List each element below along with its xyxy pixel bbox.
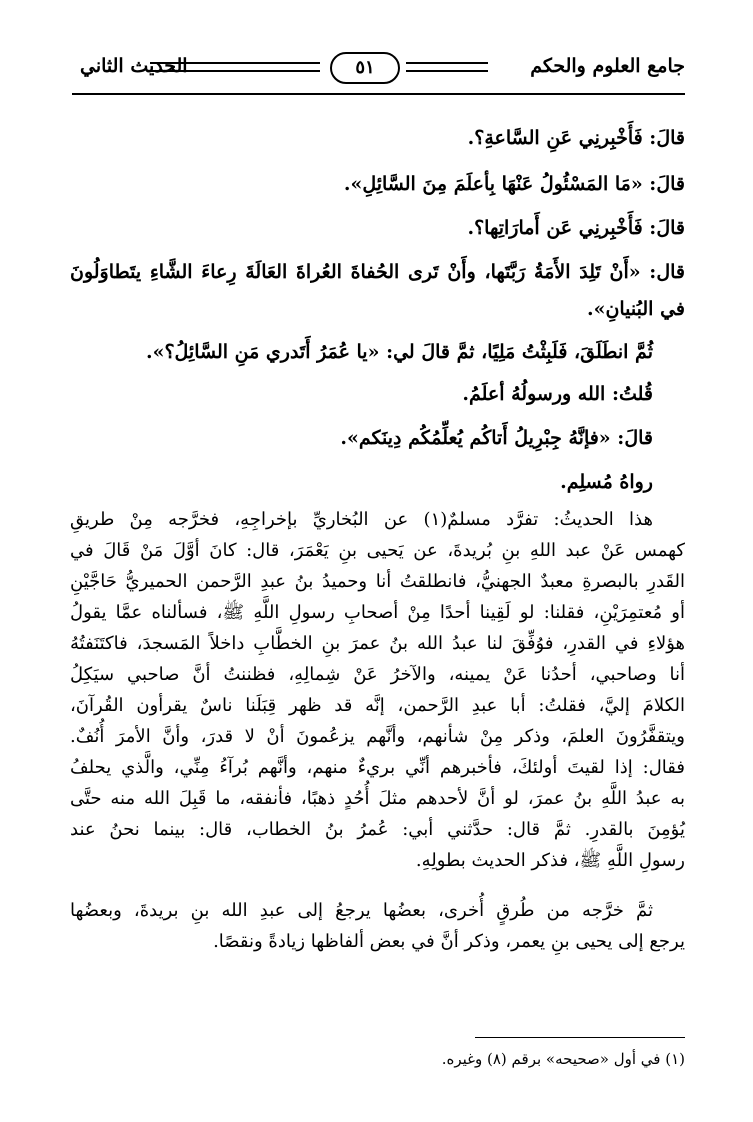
- hadith-line: قالَ: فَأَخْبِرنِي عَن أَمارَاتِها؟.: [467, 217, 685, 239]
- commentary-line: كهمس عَنْ عبد اللهِ بنِ بُريدةَ، عن يَحيى بنِ يَعْمَرَ، قال: كانَ أوَّلَ مَنْ قَالَ في: [70, 540, 685, 561]
- commentary-line: رسولِ اللَّهِ ﷺ، فذكر الحديث بطولِهِ.: [415, 850, 685, 871]
- header-rule: [72, 93, 685, 95]
- book-title: جامع العلوم والحكم: [530, 55, 685, 77]
- commentary-line: هذا الحديثُ: تفرَّد مسلمٌ(١) عن البُخاريِّ بإخراجِهِ، فخرَّجه مِنْ طريقِ: [70, 509, 653, 530]
- header-decor-line: [406, 62, 488, 72]
- page-number: ٥١: [330, 52, 400, 84]
- commentary-line: هؤلاءِ في القدرِ، فوُفِّقَ لنا عبدُ الله بنُ عمرَ بنِ الخطَّابِ داخلاً المَسجدَ، فاكتَنَفتُهُ: [70, 633, 685, 654]
- commentary-line: ثمَّ خرَّجه من طُرقٍ أُخرى، بعضُها يرجعُ إلى عبدِ الله بنِ بريدةَ، وبعضُها: [70, 900, 653, 921]
- commentary-line: أو مُعتمِرَيْنِ، فقلنا: لو لَقِينا أحدًا مِنْ أصحابِ رسولِ اللَّهِ ﷺ، فسألناه عمَّا يقولُ: [70, 602, 685, 623]
- hadith-line: ثُمَّ انطَلَقَ، فَلَبِثْتُ مَلِيًا، ثمَّ قالَ لي: «يا عُمَرُ أَتَدري مَنِ السَّائِلُ؟».: [145, 341, 653, 363]
- hadith-line: قال: «أَنْ تَلِدَ الأَمَةُ رَبَّتَها، وأَنْ تَرى الحُفاةَ العُراةَ العَالَةَ رِعاءَ الشَّاءِ يتَطاوَلُونَ: [70, 261, 685, 283]
- hadith-line: قالَ: فَأَخْبِرنِي عَنِ السَّاعةِ؟.: [467, 127, 685, 149]
- chapter-title: الحديث الثاني: [80, 55, 188, 77]
- commentary-line: الكلامَ إليَّ، فقلتُ: أبا عبدِ الرَّحمن، إنَّه قد ظهر قِبَلَنا ناسٌ يقرأون القُرآنَ،: [70, 695, 685, 716]
- commentary-line: به عبدُ اللَّهِ بنُ عمرَ، لو أنَّ لأحدهم مثلَ أُحُدٍ ذهبًا، فأنفقه، ما قَبِلَ الله منه حتَّى: [70, 788, 685, 809]
- commentary-line: يُؤمِنَ بالقدرِ. ثمَّ قال: حدَّثني أبي: عُمرُ بنُ الخطاب، قال: بينما نحنُ عند: [70, 819, 685, 840]
- hadith-line: رواهُ مُسلِم.: [560, 471, 653, 493]
- hadith-line: قالَ: «فإنَّهُ جِبْرِيلُ أَتاكُم يُعلِّمُكُم دِينَكم».: [340, 427, 653, 449]
- commentary-line: القَدرِ بالبصرةِ معبدٌ الجهنيُّ، فانطلقتُ أنا وحميدُ بنُ عبدِ الرَّحمن الحميريُّ حَاجَّيْنِ: [70, 571, 685, 592]
- commentary-line: ويتقفَّرُونَ العلمَ، وذكر مِنْ شأنهم، وأنَّهم يزعُمونَ أنْ لا قدرَ، وأنَّ الأمرَ أُنُفٌ.: [70, 726, 685, 747]
- commentary-line: فقال: إذا لقيتَ أولئكَ، فأخبرهم أنِّي بريءٌ منهم، وأنَّهم بُرآءُ مِنِّي، والَّذي يحلفُ: [70, 757, 685, 778]
- hadith-line: في البُنيانِ».: [586, 298, 685, 320]
- hadith-line: قالَ: «مَا المَسْئُولُ عَنْهَا بِأعلَمَ مِنَ السَّائِلِ».: [343, 173, 685, 195]
- commentary-line: أنا وصاحبي، أحدُنا عَنْ يمينه، والآخرُ عَنْ شِمالِهِ، فظننتُ أنَّ صاحبي سيَكِلُ: [70, 664, 685, 685]
- hadith-line: قُلتُ: الله ورسولُهُ أعلَمُ.: [462, 383, 653, 405]
- footnote-rule: [475, 1037, 685, 1038]
- footnote: (١) في أول «صحيحه» برقم (٨) وغيره.: [441, 1050, 685, 1068]
- commentary-line: يرجع إلى يحيى بنِ يعمر، وذكر أنَّ في بعض ألفاظها زيادةً ونقصًا.: [213, 931, 685, 952]
